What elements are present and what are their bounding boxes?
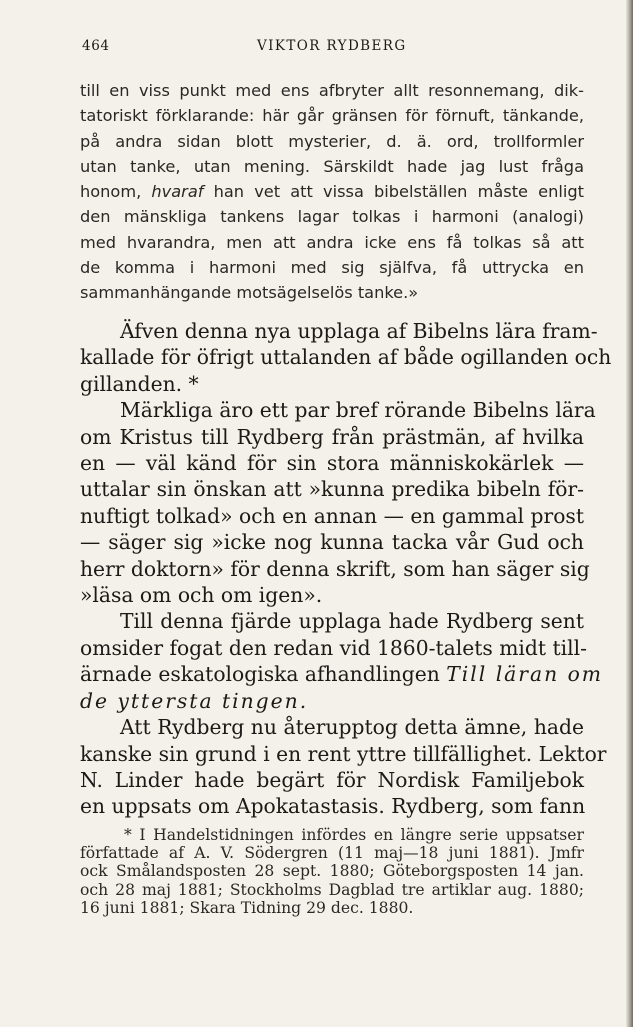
text-line: »läsa om och om igen».	[80, 583, 323, 608]
text-line: uttalar sin önskan att »kunna predika bibeln för-	[80, 477, 584, 502]
italic-title: Till läran om	[446, 662, 604, 687]
text-segment: han vet att vissa bibelställen måste enligt	[203, 182, 584, 202]
text-line: tatoriskt förklarande: här går gränsen för förnuft, tänkande,	[80, 106, 584, 126]
running-header	[82, 38, 584, 60]
text-segment: honom,	[80, 182, 152, 202]
text-line: den mänskliga tankens lagar tolkas i harmoni (analogi)	[80, 207, 584, 227]
text-line: nuftigt tolkad» och en annan — en gammal prost	[80, 503, 584, 528]
page-edge	[626, 0, 633, 1027]
paragraph-first-line: Till denna fjärde upplaga hade Rydberg sent	[120, 609, 584, 634]
text-line: utan tanke, utan mening. Särskildt hade jag lust fråga	[80, 156, 584, 176]
text-line: till en viss punkt med ens afbryter allt resonnemang, dik-	[80, 81, 584, 100]
text-line: om Kristus till Rydberg från prästmän, af hvilka	[80, 424, 584, 449]
text-line: med hvarandra, men att andra icke ens få tolkas så att	[80, 232, 584, 252]
page-number: 464	[82, 38, 110, 54]
text-line: en uppsats om Apokatastasis. Rydberg, som fann	[80, 794, 586, 819]
footnote-line: författade af A. V. Södergren (11 maj—18 juni 1881). Jmfr	[80, 844, 584, 863]
text-line: de komma i harmoni med sig själfva, få uttrycka en	[80, 258, 584, 278]
text-line: herr doktorn» för denna skrift, som han säger sig	[80, 556, 590, 581]
body-text	[80, 318, 612, 820]
footnote	[80, 826, 584, 917]
text-line: en — väl känd för sin stora människokärlek —	[80, 451, 584, 476]
text-line: omsider fogat den redan vid 1860-talets midt till-	[80, 635, 587, 660]
text-line: kallade för öfrigt uttalanden af både ogillanden och	[80, 345, 612, 370]
footnote-line: 16 juni 1881; Skara Tidning 29 dec. 1880.	[80, 898, 414, 917]
text-line: sammanhängande motsägelselös tanke.»	[80, 283, 419, 303]
text-line: på andra sidan blott mysterier, d. ä. ord, trollformler	[80, 131, 584, 151]
text-line: gillanden. *	[80, 371, 199, 396]
footnote-first-line: * I Handelstidningen infördes en längre serie uppsatser	[124, 826, 584, 844]
text-line	[80, 179, 584, 204]
text-line	[80, 661, 604, 687]
text-line: N. Linder hade begärt för Nordisk Familjebok	[80, 767, 584, 792]
italic-title: de yttersta tingen.	[80, 688, 309, 713]
running-title: VIKTOR RYDBERG	[257, 38, 407, 54]
text-line: kanske sin grund i en rent yttre tillfällighet. Lektor	[80, 741, 607, 766]
text-segment: ärnade eskatologiska afhandlingen	[80, 662, 447, 687]
footnote-line: ock Smålandsposten 28 sept. 1880; Göteborgsposten 14 jan.	[80, 862, 584, 881]
italic-word: hvaraf	[151, 182, 204, 202]
footnote-line: och 28 maj 1881; Stockholms Dagblad tre artiklar aug. 1880;	[80, 880, 584, 899]
paragraph-first-line: Att Rydberg nu återupptog detta ämne, hade	[120, 715, 584, 740]
paragraph-first-line: Märkliga äro ett par bref rörande Bibelns lära	[120, 398, 596, 423]
text-line: — säger sig »icke nog kunna tacka vår Gud och	[80, 530, 584, 555]
paragraph-first-line: Äfven denna nya upplaga af Bibelns lära fram-	[120, 319, 598, 343]
quoted-passage	[80, 78, 584, 306]
